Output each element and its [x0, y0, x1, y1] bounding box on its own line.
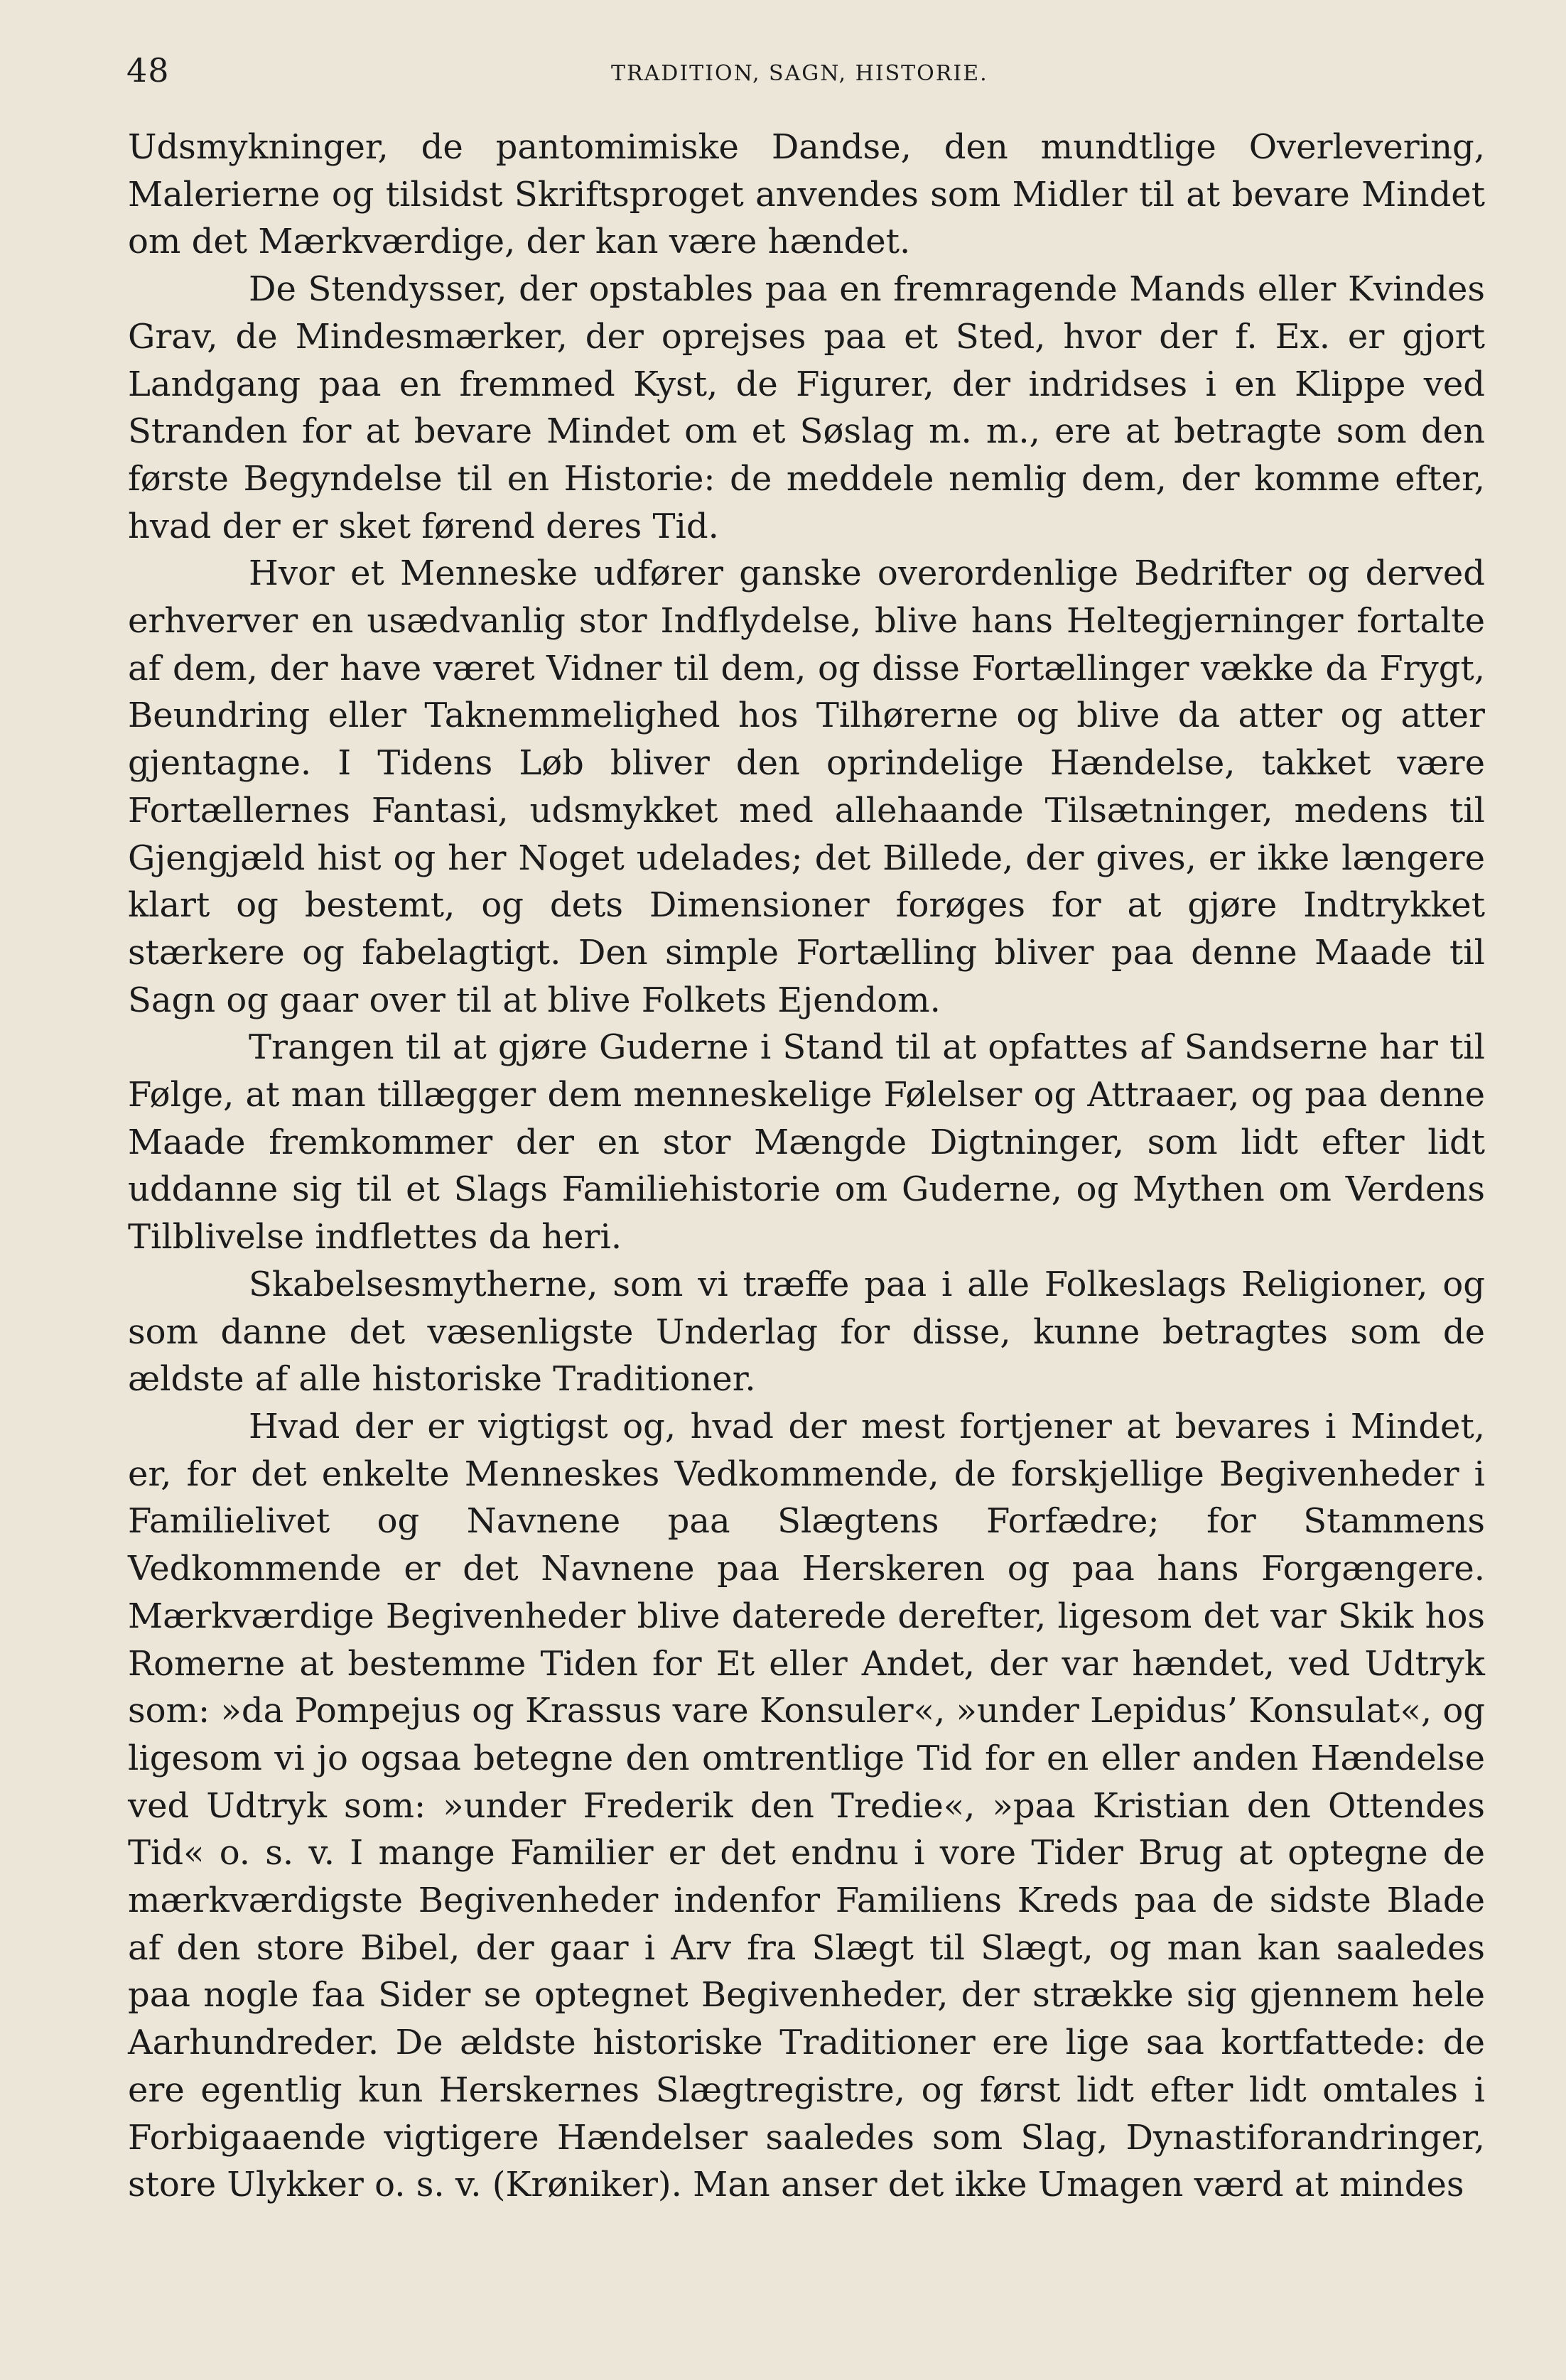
- page-header: [0, 43, 1566, 99]
- paragraph-5: Skabelsesmytherne, som vi træffe paa i alle Folkeslags Religioner, og som danne det væsenligste Underlag for disse, kunne betragtes som de ældste af alle historiske Traditioner.: [128, 1264, 1485, 1400]
- paragraph-1: Udsmykninger, de pantomimiske Dandse, den mundtlige Overlevering, Malerierne og tilsidst Skriftsproget anvendes som Midler til at bevare Mindet om det Mærkværdige, der kan være hændet.: [128, 127, 1485, 262]
- body-text: [128, 124, 1485, 2209]
- paragraph-4: Trangen til at gjøre Guderne i Stand til at opfattes af Sandserne har til Følge, at man tillægger dem menneskelige Følelser og Attraaer, og paa denne Maade fremkommer der en stor Mængde Digtninger, som lidt efter lidt uddanne sig til et Slags Familiehistorie om Guderne, og Mythen om Verdens Tilblivelse indflettes da heri.: [128, 1027, 1485, 1257]
- paragraph-3: Hvor et Menneske udfører ganske overordenlige Bedrifter og derved erhverver en usædvanlig stor Indflydelse, blive hans Heltegjerninger fortalte af dem, der have været Vidner til dem, og disse Fortællinger vække da Frygt, Beundring eller Taknemmelighed hos Tilhørerne og blive da atter og atter gjentagne. I Tidens Løb bliver den oprindelige Hændelse, takket være Fortællernes Fantasi, udsmykket med allehaande Tilsætninger, medens til Gjengjæld hist og her Noget udelades; det Billede, der gives, er ikke længere klart og bestemt, og dets Dimensioner forøges for at gjøre Indtrykket stærkere og fabelagtigt. Den simple Fortælling bliver paa denne Maade til Sagn og gaar over til at blive Folkets Ejendom.: [128, 553, 1485, 1020]
- page-number: 48: [126, 51, 170, 90]
- paragraph-2: De Stendysser, der opstables paa en fremragende Mands eller Kvindes Grav, de Mindesmærker, der oprejses paa et Sted, hvor der f. Ex. er gjort Landgang paa en fremmed Kyst, de Figurer, der indridses i en Klippe ved Stranden for at bevare Mindet om et Søslag m. m., ere at betragte som den første Begyndelse til en Historie: de meddele nemlig dem, der komme efter, hvad der er sket førend deres Tid.: [128, 269, 1485, 546]
- paragraph-6: Hvad der er vigtigst og, hvad der mest fortjener at bevares i Mindet, er, for det enkelte Menneskes Vedkommende, de forskjellige Begivenheder i Familielivet og Navnene paa Slægtens Forfædre; for Stammens Vedkommende er det Navnene paa Herskeren og paa hans Forgængere. Mærkværdige Begivenheder blive daterede derefter, ligesom det var Skik hos Romerne at bestemme Tiden for Et eller Andet, der var hændet, ved Udtryk som: »da Pompejus og Krassus vare Konsuler«, »under Lepidus’ Konsulat«, og ligesom vi jo ogsaa betegne den omtrentlige Tid for en eller anden Hændelse ved Udtryk som: »under Frederik den Tredie«, »paa Kristian den Ottendes Tid« o. s. v. I mange Familier er det endnu i vore Tider Brug at optegne de mærkværdigste Begivenheder indenfor Familiens Kreds paa de sidste Blade af den store Bibel, der gaar i Arv fra Slægt til Slægt, og man kan saaledes paa nogle faa Sider se optegnet Begivenheder, der strække sig gjennem hele Aarhundreder. De ældste historiske Traditioner ere lige saa kortfattede: de ere egentlig kun Herskernes Slægtregistre, og først lidt efter lidt omtales i Forbigaaende vigtigere Hændelser saaledes som Slag, Dynastiforandringer, store Ulykker o. s. v. (Krøniker). Man anser det ikke Umagen værd at mindes: [128, 1406, 1485, 2205]
- running-title: TRADITION, SAGN, HISTORIE.: [611, 61, 988, 86]
